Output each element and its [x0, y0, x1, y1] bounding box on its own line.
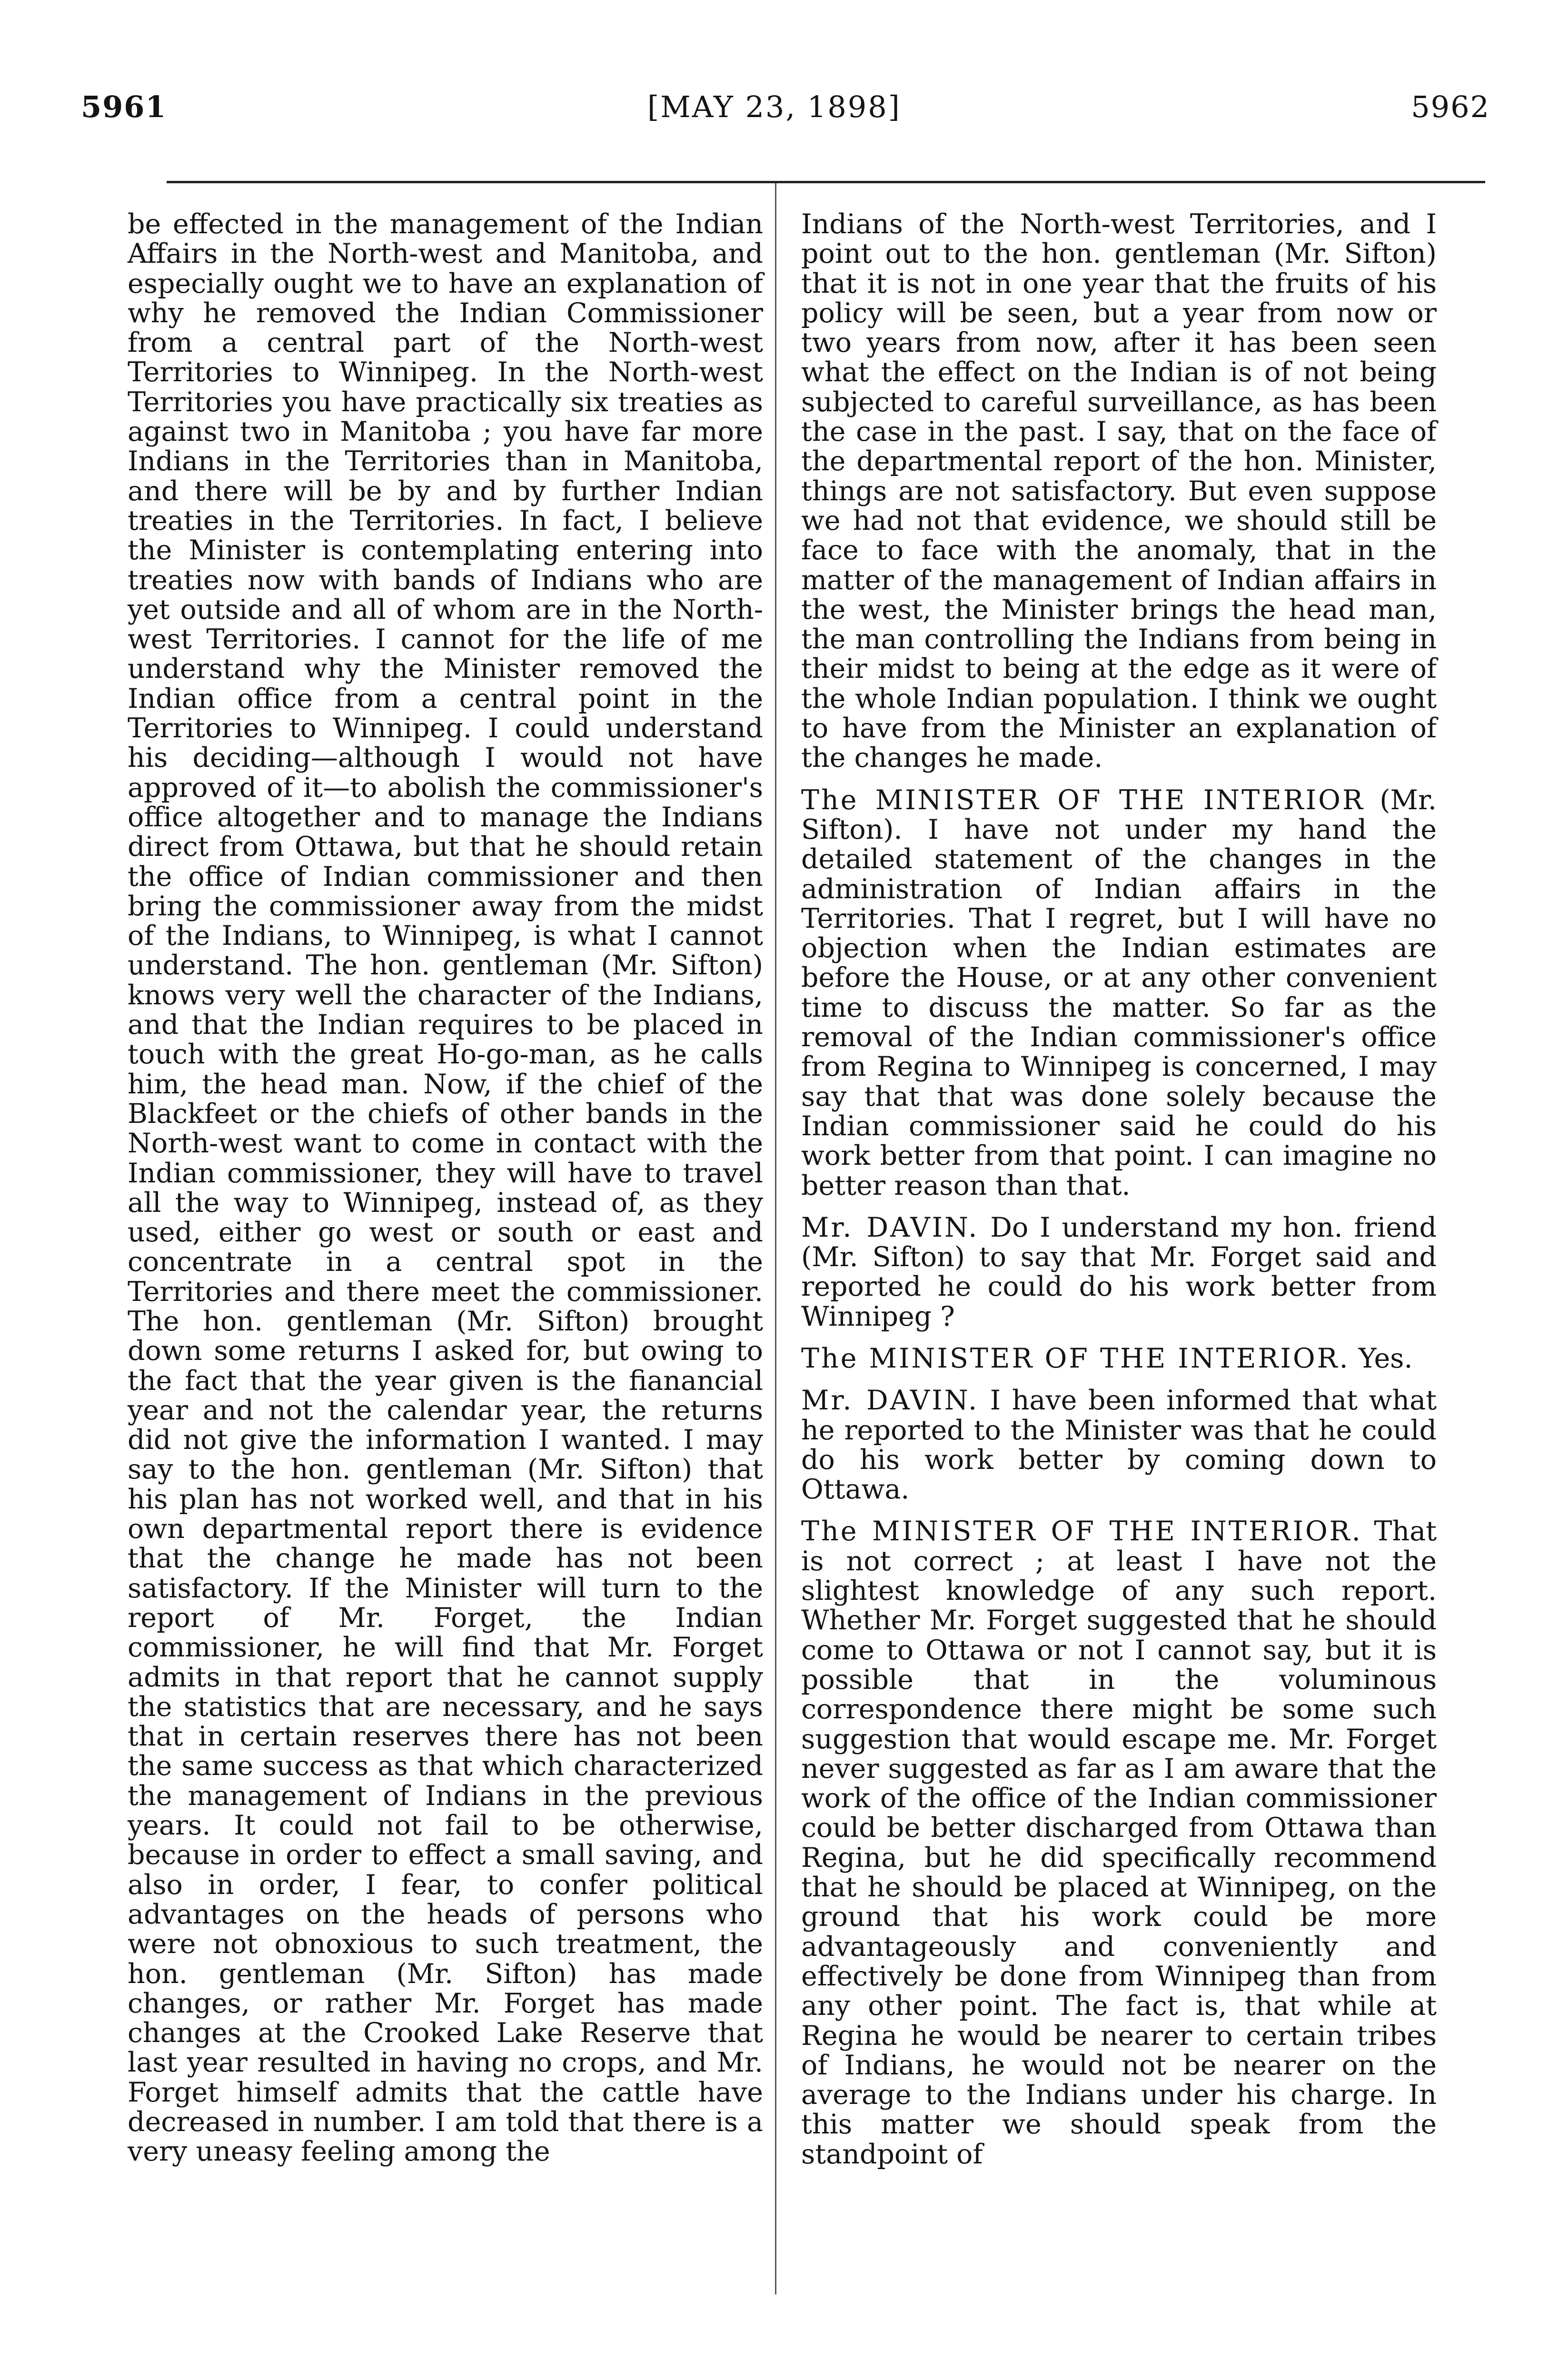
minister-reply-2-text: Yes.	[1358, 1342, 1413, 1374]
page-header	[62, 89, 1490, 142]
right-paragraph-1: Indians of the North-west Territories, and I point out to the hon. gentleman (Mr. Sifton) that it is not in one year that the fruits of his policy will be seen, but a year from now or two years from now, after it has been seen what the effect on the Indian is of not being subjected to careful surveillance, as has been the case in the past. I say, that on the face of the departmental report of the hon. Minister, things are not satisfactory. But even suppose we had not that evidence, we should still be face to face with the anomaly, that in the matter of the management of Indian affairs in the west, the Minister brings the head man, the man controlling the Indians from being in their midst to being at the edge as it were of the whole Indian population. I think we ought to have from the Minister an explanation of the changes he made.	[801, 208, 1437, 774]
minister-reply-2	[801, 1344, 1437, 1373]
page-number-right: 5962	[1411, 89, 1490, 124]
left-column-text: be effected in the management of the Indian Affairs in the North-west and Manitoba, and especially ought we to have an explanation of why he removed the Indian Commissioner from a central part of the North-west Territories to Winnipeg. In the North-west Territories you have practically six treaties as against two in Manitoba ; you have far more Indians in the Territories than in Manitoba, and there will be by and by further Indian treaties in the Territories. In fact, I believe the Minister is contemplating entering into treaties now with bands of Indians who are yet outside and all of whom are in the North-west Territories. I cannot for the life of me understand why the Minister removed the Indian office from a central point in the Territories to Winnipeg. I could understand his deciding—although I would not have approved of it—to abolish the commissioner's office altogether and to manage the Indians direct from Ottawa, but that he should retain the office of Indian commissioner and then bring the commissioner away from the midst of the Indians, to Winnipeg, is what I cannot understand. The hon. gentleman (Mr. Sifton) knows very well the character of the Indians, and that the Indian requires to be placed in touch with the great Ho-go-man, as he calls him, the head man. Now, if the chief of the Blackfeet or the chiefs of other bands in the North-west want to come in contact with the Indian commissioner, they will have to travel all the way to Winnipeg, instead of, as they used, either go west or south or east and concentrate in a central spot in the Territories and there meet the commissioner. The hon. gentleman (Mr. Sifton) brought down some returns I asked for, but owing to the fact that the year given is the fianancial year and not the calendar year, the returns did not give the information I wanted. I may say to the hon. gentleman (Mr. Sifton) that his plan has not worked well, and that in his own departmental report there is evidence that the change he made has not been satisfactory. If the Minister will turn to the report of Mr. Forget, the Indian commissioner, he will find that Mr. Forget admits in that report that he cannot supply the statistics that are necessary, and he says that in certain reserves there has not been the same success as that which characterized the management of Indians in the previous years. It could not fail to be otherwise, because in order to effect a small saving, and also in order, I fear, to confer political advantages on the heads of persons who were not obnoxious to such treatment, the hon. gentleman (Mr. Sifton) has made changes, or rather Mr. Forget has made changes at the Crooked Lake Reserve that last year resulted in having no crops, and Mr. Forget himself admits that the cattle have decreased in number. I am told that there is a very uneasy feeling among the	[128, 208, 763, 2168]
davin-question	[801, 1213, 1437, 1331]
minister-reply-1-text: (Mr. Sifton). I have not under my hand the detailed statement of the changes in the administration of Indian affairs in the Territories. That I regret, but I will have no objection when the Indian estimates are before the House, or at any other convenient time to discuss the matter. So far as the removal of the Indian commissioner's office from Regina to Winnipeg is concerned, I may say that that was done solely because the Indian commissioner said he could do his work better from that point. I can imagine no better reason than that.	[801, 784, 1437, 1201]
speaker-davin-1: Mr. DAVIN.	[801, 1211, 979, 1243]
davin-statement-text: I have been informed that what he reported to the Minister was that he could do his work better by coming down to Ottawa.	[801, 1385, 1437, 1506]
session-date: [MAY 23, 1898]	[647, 89, 901, 124]
speaker-minister-2: The MINISTER OF THE INTERIOR.	[801, 1342, 1350, 1374]
minister-reply-3-text: That is not correct ; at least I have not the slightest knowledge of any such report. Whether Mr. Forget suggested that he should come to Ottawa or not I cannot say, but it is possible that in the voluminous correspondence there might be some such suggestion that would escape me. Mr. Forget never suggested as far as I am aware that the work of the office of the Indian commissioner could be better discharged from Ottawa than Regina, but he did specifically recommend that he should be placed at Winnipeg, on the ground that his work could be more advantageously and conveniently and effectively be done from Winnipeg than from any other point. The fact is, that while at Regina he would be nearer to certain tribes of Indians, he would not be nearer on the average to the Indians under his charge. In this matter we should speak from the standpoint of	[801, 1516, 1437, 2170]
minister-reply-1	[801, 785, 1437, 1200]
header-rule	[167, 181, 1485, 183]
speaker-minister-3: The MINISTER OF THE INTERIOR.	[801, 1516, 1362, 1547]
speaker-minister-1: The MINISTER OF THE INTERIOR	[801, 784, 1365, 816]
column-divider	[775, 183, 776, 2294]
left-column	[128, 209, 763, 2167]
minister-reply-3	[801, 1517, 1437, 2169]
speaker-davin-2: Mr. DAVIN.	[801, 1385, 979, 1417]
davin-question-text: Do I understand my hon. friend (Mr. Sifton) to say that Mr. Forget said and reported he could do his work better from Winnipeg ?	[801, 1211, 1437, 1332]
davin-statement	[801, 1386, 1437, 1504]
page-number-left: 5961	[81, 89, 167, 124]
right-column	[801, 209, 1437, 2182]
